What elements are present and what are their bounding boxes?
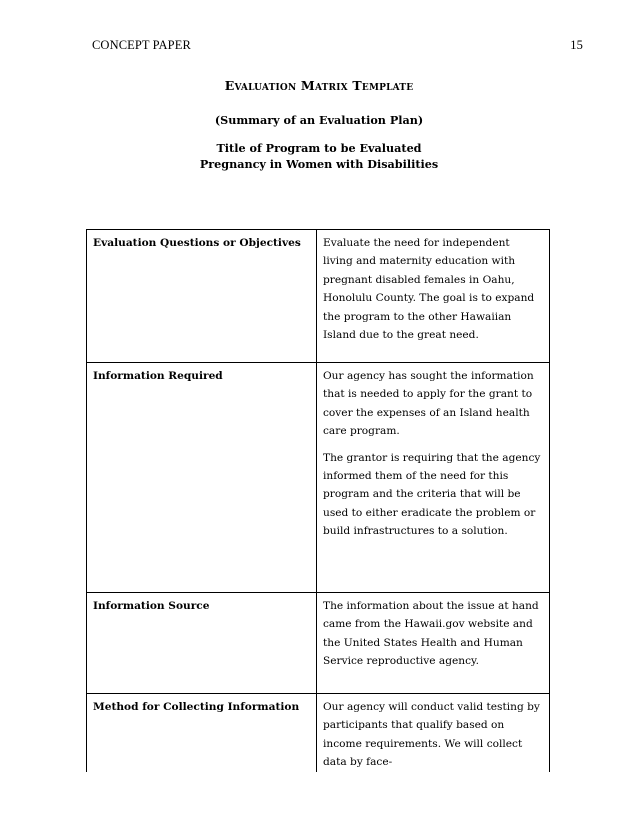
row-paragraph: The information about the issue at hand came from the Hawaii.gov website and the United States Health and Human Service reproductive agency. bbox=[323, 600, 539, 668]
running-title: CONCEPT PAPER bbox=[92, 38, 191, 52]
row-paragraph: Our agency will conduct valid testing by participants that qualify based on income requirements. We will collect data by face- bbox=[323, 701, 540, 769]
row-label: Information Source bbox=[87, 593, 317, 694]
row-paragraph: The grantor is requiring that the agency informed them of the need for this program and the criteria that will be used to either eradicate the problem or build infrastructures to a solution. bbox=[323, 451, 541, 538]
evaluation-matrix-table bbox=[86, 229, 550, 772]
row-content bbox=[317, 694, 550, 772]
row-label: Method for Collecting Information bbox=[87, 694, 317, 772]
title-block bbox=[0, 78, 638, 171]
program-title-label: Title of Program to be Evaluated bbox=[216, 141, 422, 155]
page-number: 15 bbox=[570, 38, 583, 52]
running-header bbox=[92, 38, 583, 53]
table-row bbox=[87, 593, 550, 694]
row-content bbox=[317, 593, 550, 694]
document-subtitle: (Summary of an Evaluation Plan) bbox=[214, 113, 424, 127]
row-content bbox=[317, 363, 550, 593]
table-row bbox=[87, 363, 550, 593]
program-name: Pregnancy in Women with Disabilities bbox=[199, 157, 439, 171]
row-content bbox=[317, 230, 550, 363]
document-title: Evaluation Matrix Template bbox=[224, 78, 414, 93]
row-label: Evaluation Questions or Objectives bbox=[87, 230, 317, 363]
table-row bbox=[87, 694, 550, 772]
row-paragraph: Evaluate the need for independent living and maternity education with pregnant disabled females in Oahu, Honolulu County. The goal is to expand the program to the other Hawaiian Island due to the great need. bbox=[323, 237, 535, 342]
row-paragraph: Our agency has sought the information that is needed to apply for the grant to cover the expenses of an Island health care program. bbox=[323, 370, 534, 438]
row-label: Information Required bbox=[87, 363, 317, 593]
table-row bbox=[87, 230, 550, 363]
